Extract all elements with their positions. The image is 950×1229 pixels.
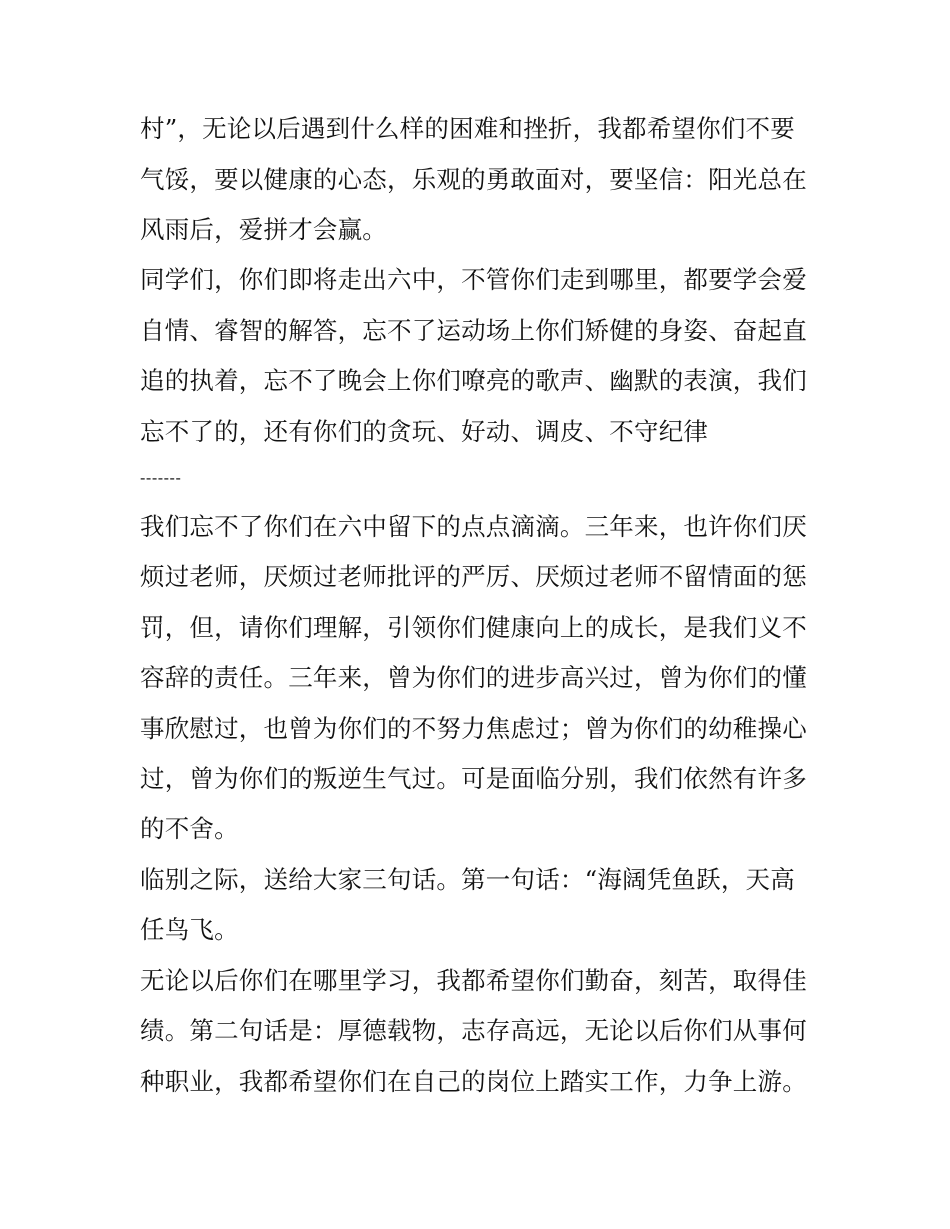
text-line: 追的执着，忘不了晚会上你们嘹亮的歌声、幽默的表演，我们 <box>140 366 807 395</box>
text-line: 村”，无论以后遇到什么样的困难和挫折，我都希望你们不要 <box>140 114 795 143</box>
text-line: 绩。第二句话是：厚德载物，志存高远，无论以后你们从事何 <box>140 1016 807 1045</box>
text-line: 过，曾为你们的叛逆生气过。可是面临分别，我们依然有许多 <box>140 764 807 793</box>
text-line: 风雨后，爱拼才会赢。 <box>140 215 387 244</box>
text-line: 任鸟飞。 <box>140 915 239 944</box>
text-line: 容辞的责任。三年来，曾为你们的进步高兴过，曾为你们的懂 <box>140 663 807 692</box>
text-line: 忘不了的，还有你们的贪玩、好动、调皮、不守纪律 <box>140 417 709 446</box>
text-line: 的不舍。 <box>140 814 239 843</box>
text-line: 我们忘不了你们在六中留下的点点滴滴。三年来，也许你们厌 <box>140 512 807 541</box>
text-line: 同学们，你们即将走出六中，不管你们走到哪里，都要学会爱 <box>140 265 807 294</box>
text-line: 气馁，要以健康的心态，乐观的勇敢面对，要坚信：阳光总在 <box>140 165 807 194</box>
text-line: 罚，但，请你们理解，引领你们健康向上的成长，是我们义不 <box>140 613 807 642</box>
text-line: 种职业，我都希望你们在自己的岗位上踏实工作，力争上游。 <box>140 1067 807 1096</box>
separator-line: ------- <box>140 468 182 487</box>
text-line: 自情、睿智的解答，忘不了运动场上你们矫健的身姿、奋起直 <box>140 316 807 345</box>
text-line: 烦过老师，厌烦过老师批评的严厉、厌烦过老师不留情面的惩 <box>140 562 807 591</box>
text-line: 临别之际，送给大家三句话。第一句话：“海阔凭鱼跃，天高 <box>140 865 795 894</box>
text-line: 无论以后你们在哪里学习，我都希望你们勤奋，刻苦，取得佳 <box>140 966 807 995</box>
text-line: 事欣慰过，也曾为你们的不努力焦虑过；曾为你们的幼稚操心 <box>140 714 807 743</box>
